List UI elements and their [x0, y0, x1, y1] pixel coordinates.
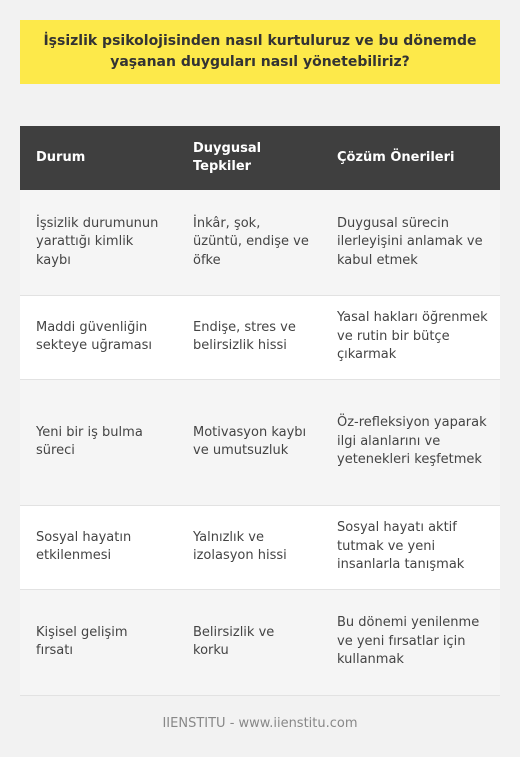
table-cell-situation: İşsizlik durumunun yarattığı kimlik kaybı: [20, 190, 177, 295]
table-header-row: [20, 126, 500, 190]
title-banner: [20, 20, 500, 84]
table-cell-solutions: Sosyal hayatı aktif tutmak ve yeni insanlarla tanışmak: [321, 505, 500, 589]
page-title: İşsizlik psikolojisinden nasıl kurtuluruz ve bu dönemde yaşanan duyguları nasıl yönetebiliriz?: [43, 33, 477, 70]
column-header-duygusal-tepkiler: Duygusal Tepkiler: [177, 126, 321, 190]
footer-credit: IIENSTITU - www.iienstitu.com: [162, 716, 358, 731]
table-row: [20, 505, 500, 589]
column-header-cozum-onerileri: Çözüm Önerileri: [321, 126, 500, 190]
table-row: [20, 589, 500, 695]
table-cell-situation: Sosyal hayatın etkilenmesi: [20, 505, 177, 589]
table-cell-emotions: Belirsizlik ve korku: [177, 589, 321, 695]
table-cell-solutions: Duygusal sürecin ilerleyişini anlamak ve kabul etmek: [321, 190, 500, 295]
table-cell-emotions: Yalnızlık ve izolasyon hissi: [177, 505, 321, 589]
table-cell-solutions: Öz-refleksiyon yaparak ilgi alanlarını ve yetenekleri keşfetmek: [321, 379, 500, 505]
table-row: [20, 190, 500, 295]
table-row: [20, 379, 500, 505]
table-cell-solutions: Yasal hakları öğrenmek ve rutin bir bütçe çıkarmak: [321, 295, 500, 379]
table-cell-emotions: Motivasyon kaybı ve umutsuzluk: [177, 379, 321, 505]
column-header-durum: Durum: [20, 126, 177, 190]
table-cell-situation: Yeni bir iş bulma süreci: [20, 379, 177, 505]
table-cell-situation: Maddi güvenliğin sekteye uğraması: [20, 295, 177, 379]
table-cell-emotions: İnkâr, şok, üzüntü, endişe ve öfke: [177, 190, 321, 295]
table-cell-situation: Kişisel gelişim fırsatı: [20, 589, 177, 695]
table-row: [20, 295, 500, 379]
table-cell-solutions: Bu dönemi yenilenme ve yeni fırsatlar için kullanmak: [321, 589, 500, 695]
comparison-table: [20, 126, 500, 696]
table-cell-emotions: Endişe, stres ve belirsizlik hissi: [177, 295, 321, 379]
